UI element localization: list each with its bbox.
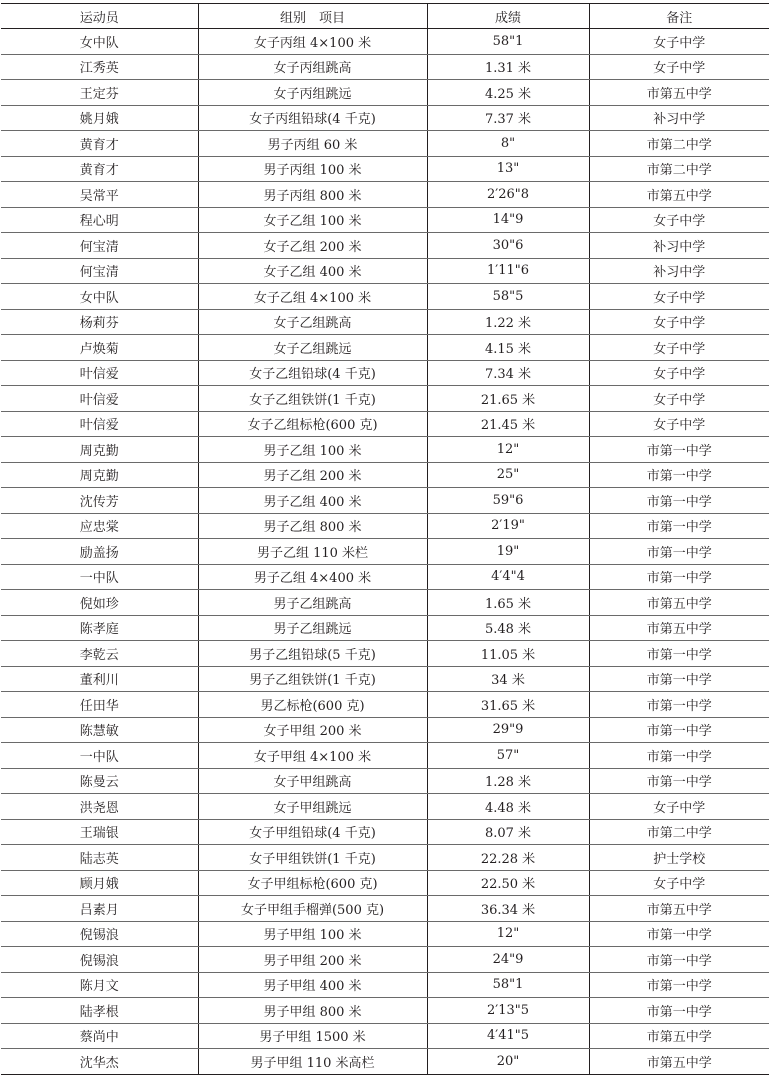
result-cell: 2′19" [427,513,589,539]
group-event-cell: 女子甲组跳远 [198,794,427,820]
header-result: 成绩 [427,4,589,29]
athlete-cell: 叶信爱 [1,360,198,386]
remarks-cell: 市第一中学 [589,462,769,488]
table-row [1,768,769,794]
result-cell: 7.37 米 [427,105,589,131]
result-cell: 22.28 米 [427,845,589,871]
athlete-cell: 任田华 [1,692,198,718]
group-event-cell: 男子乙组 100 米 [198,437,427,463]
group-event-cell: 男子乙组铁饼(1 千克) [198,666,427,692]
table-row [1,284,769,310]
result-cell: 57" [427,743,589,769]
result-cell: 11.05 米 [427,641,589,667]
result-cell: 29"9 [427,717,589,743]
athlete-cell: 顾月娥 [1,870,198,896]
table-row [1,54,769,80]
result-cell: 7.34 米 [427,360,589,386]
result-cell: 25" [427,462,589,488]
table-row [1,360,769,386]
header-athlete: 运动员 [1,4,198,29]
athlete-cell: 应忠棠 [1,513,198,539]
group-event-cell: 男子乙组 800 米 [198,513,427,539]
result-cell: 4′41"5 [427,1023,589,1049]
table-row [1,666,769,692]
table-row [1,335,769,361]
athlete-cell: 周克勤 [1,462,198,488]
athlete-cell: 叶信爱 [1,411,198,437]
table-body [1,29,769,1075]
result-cell: 14"9 [427,207,589,233]
group-event-cell: 男子甲组 100 米 [198,921,427,947]
athlete-cell: 江秀英 [1,54,198,80]
remarks-cell: 市第一中学 [589,972,769,998]
remarks-cell: 女子中学 [589,309,769,335]
group-event-cell: 女子乙组标枪(600 克) [198,411,427,437]
remarks-cell: 市第一中学 [589,998,769,1024]
group-event-cell: 女子乙组 200 米 [198,233,427,259]
remarks-cell: 女子中学 [589,411,769,437]
group-event-cell: 女子甲组 4×100 米 [198,743,427,769]
remarks-cell: 市第二中学 [589,819,769,845]
remarks-cell: 补习中学 [589,233,769,259]
result-cell: 31.65 米 [427,692,589,718]
athlete-cell: 王瑞银 [1,819,198,845]
group-event-cell: 男子乙组跳高 [198,590,427,616]
group-event-cell: 女子乙组 100 米 [198,207,427,233]
remarks-cell: 市第一中学 [589,717,769,743]
athlete-cell: 陈曼云 [1,768,198,794]
group-event-cell: 女子乙组 4×100 米 [198,284,427,310]
athlete-cell: 吕素月 [1,896,198,922]
result-cell: 4.15 米 [427,335,589,361]
result-cell: 12" [427,921,589,947]
group-event-cell: 男子甲组 200 米 [198,947,427,973]
table-row [1,972,769,998]
table-row [1,641,769,667]
group-event-cell: 男子丙组 800 米 [198,182,427,208]
table-row [1,921,769,947]
result-cell: 21.65 米 [427,386,589,412]
result-cell: 8.07 米 [427,819,589,845]
table-row [1,564,769,590]
group-event-cell: 女子乙组 400 米 [198,258,427,284]
result-cell: 5.48 米 [427,615,589,641]
remarks-cell: 市第五中学 [589,615,769,641]
athlete-cell: 陈孝庭 [1,615,198,641]
group-event-cell: 女子甲组 200 米 [198,717,427,743]
group-event-cell: 男子甲组 800 米 [198,998,427,1024]
remarks-cell: 市第一中学 [589,513,769,539]
athlete-cell: 倪锡浪 [1,921,198,947]
remarks-cell: 市第一中学 [589,564,769,590]
athlete-cell: 沈传芳 [1,488,198,514]
athlete-cell: 叶信爱 [1,386,198,412]
athlete-cell: 何宝清 [1,258,198,284]
remarks-cell: 市第一中学 [589,921,769,947]
table-row [1,309,769,335]
table-row [1,207,769,233]
table-row [1,590,769,616]
table-row [1,1049,769,1075]
table-row [1,462,769,488]
result-cell: 13" [427,156,589,182]
result-cell: 30"6 [427,233,589,259]
result-cell: 1.22 米 [427,309,589,335]
table-row [1,386,769,412]
remarks-cell: 市第五中学 [589,1049,769,1075]
table-row [1,615,769,641]
table-row [1,717,769,743]
group-event-cell: 女子甲组铁饼(1 千克) [198,845,427,871]
remarks-cell: 市第五中学 [589,80,769,106]
remarks-cell: 女子中学 [589,870,769,896]
athlete-cell: 女中队 [1,29,198,55]
remarks-cell: 女子中学 [589,794,769,820]
remarks-cell: 市第五中学 [589,182,769,208]
athlete-cell: 倪锡浪 [1,947,198,973]
group-event-cell: 女子甲组标枪(600 克) [198,870,427,896]
athlete-cell: 沈华杰 [1,1049,198,1075]
group-event-cell: 女子甲组铅球(4 千克) [198,819,427,845]
remarks-cell: 补习中学 [589,258,769,284]
group-event-cell: 男子丙组 100 米 [198,156,427,182]
result-cell: 58"1 [427,972,589,998]
result-cell: 4.48 米 [427,794,589,820]
result-cell: 24"9 [427,947,589,973]
table-row [1,896,769,922]
header-group-event: 组别 项目 [198,4,427,29]
header-row [1,4,769,29]
result-cell: 1.31 米 [427,54,589,80]
athlete-cell: 黄育才 [1,131,198,157]
remarks-cell: 市第一中学 [589,947,769,973]
remarks-cell: 市第一中学 [589,743,769,769]
result-cell: 58"5 [427,284,589,310]
group-event-cell: 男子丙组 60 米 [198,131,427,157]
table-row [1,182,769,208]
athlete-cell: 陈月文 [1,972,198,998]
group-event-cell: 男子乙组 400 米 [198,488,427,514]
result-cell: 36.34 米 [427,896,589,922]
table-row [1,819,769,845]
remarks-cell: 市第一中学 [589,437,769,463]
remarks-cell: 护士学校 [589,845,769,871]
remarks-cell: 女子中学 [589,207,769,233]
remarks-cell: 市第五中学 [589,1023,769,1049]
result-cell: 21.45 米 [427,411,589,437]
table-row [1,513,769,539]
group-event-cell: 男乙标枪(600 克) [198,692,427,718]
group-event-cell: 男子甲组 400 米 [198,972,427,998]
athlete-cell: 陆志英 [1,845,198,871]
result-cell: 4′4"4 [427,564,589,590]
athlete-cell: 李乾云 [1,641,198,667]
remarks-cell: 市第一中学 [589,692,769,718]
group-event-cell: 女子丙组跳远 [198,80,427,106]
remarks-cell: 市第一中学 [589,488,769,514]
remarks-cell: 市第一中学 [589,768,769,794]
athlete-cell: 杨莉芬 [1,309,198,335]
athlete-cell: 何宝清 [1,233,198,259]
result-cell: 34 米 [427,666,589,692]
athlete-cell: 洪尧恩 [1,794,198,820]
result-cell: 19" [427,539,589,565]
athlete-cell: 陈慧敏 [1,717,198,743]
athlete-cell: 一中队 [1,743,198,769]
athlete-cell: 姚月娥 [1,105,198,131]
result-cell: 1′11"6 [427,258,589,284]
result-cell: 1.28 米 [427,768,589,794]
table-row [1,437,769,463]
table-row [1,539,769,565]
athlete-cell: 女中队 [1,284,198,310]
table-row [1,80,769,106]
group-event-cell: 男子乙组 4×400 米 [198,564,427,590]
result-cell: 8" [427,131,589,157]
table-row [1,258,769,284]
group-event-cell: 女子丙组 4×100 米 [198,29,427,55]
athlete-cell: 程心明 [1,207,198,233]
group-event-cell: 男子乙组 110 米栏 [198,539,427,565]
table-row [1,105,769,131]
group-event-cell: 女子丙组铅球(4 千克) [198,105,427,131]
remarks-cell: 女子中学 [589,335,769,361]
remarks-cell: 女子中学 [589,29,769,55]
table-row [1,233,769,259]
table-row [1,488,769,514]
remarks-cell: 补习中学 [589,105,769,131]
group-event-cell: 女子甲组跳高 [198,768,427,794]
remarks-cell: 女子中学 [589,386,769,412]
table-row [1,29,769,55]
athlete-cell: 黄育才 [1,156,198,182]
group-event-cell: 女子乙组跳远 [198,335,427,361]
athlete-cell: 一中队 [1,564,198,590]
remarks-cell: 市第五中学 [589,896,769,922]
table-row [1,743,769,769]
remarks-cell: 市第五中学 [589,590,769,616]
table-row [1,411,769,437]
table-row [1,998,769,1024]
table-row [1,692,769,718]
athlete-cell: 卢焕菊 [1,335,198,361]
group-event-cell: 女子乙组铅球(4 千克) [198,360,427,386]
result-cell: 2′26"8 [427,182,589,208]
header-remarks: 备注 [589,4,769,29]
group-event-cell: 女子丙组跳高 [198,54,427,80]
remarks-cell: 女子中学 [589,284,769,310]
group-event-cell: 女子甲组手榴弹(500 克) [198,896,427,922]
result-cell: 22.50 米 [427,870,589,896]
result-cell: 12" [427,437,589,463]
group-event-cell: 男子乙组 200 米 [198,462,427,488]
athlete-cell: 蔡尚中 [1,1023,198,1049]
table-row [1,870,769,896]
group-event-cell: 男子乙组跳远 [198,615,427,641]
remarks-cell: 市第一中学 [589,666,769,692]
table-row [1,947,769,973]
athlete-cell: 倪如珍 [1,590,198,616]
group-event-cell: 女子乙组跳高 [198,309,427,335]
group-event-cell: 女子乙组铁饼(1 千克) [198,386,427,412]
athlete-cell: 吴常平 [1,182,198,208]
athlete-cell: 陆孝根 [1,998,198,1024]
remarks-cell: 市第一中学 [589,641,769,667]
remarks-cell: 女子中学 [589,360,769,386]
table-row [1,1023,769,1049]
remarks-cell: 市第一中学 [589,539,769,565]
athlete-cell: 王定芬 [1,80,198,106]
results-table [1,3,769,1075]
result-cell: 1.65 米 [427,590,589,616]
remarks-cell: 市第二中学 [589,131,769,157]
athlete-cell: 董利川 [1,666,198,692]
remarks-cell: 市第二中学 [589,156,769,182]
athlete-cell: 励盖扬 [1,539,198,565]
result-cell: 2′13"5 [427,998,589,1024]
result-cell: 59"6 [427,488,589,514]
group-event-cell: 男子乙组铅球(5 千克) [198,641,427,667]
table-row [1,131,769,157]
result-cell: 20" [427,1049,589,1075]
table-row [1,794,769,820]
remarks-cell: 女子中学 [589,54,769,80]
group-event-cell: 男子甲组 1500 米 [198,1023,427,1049]
result-cell: 58"1 [427,29,589,55]
result-cell: 4.25 米 [427,80,589,106]
athlete-cell: 周克勤 [1,437,198,463]
table-row [1,845,769,871]
table-row [1,156,769,182]
group-event-cell: 男子甲组 110 米高栏 [198,1049,427,1075]
